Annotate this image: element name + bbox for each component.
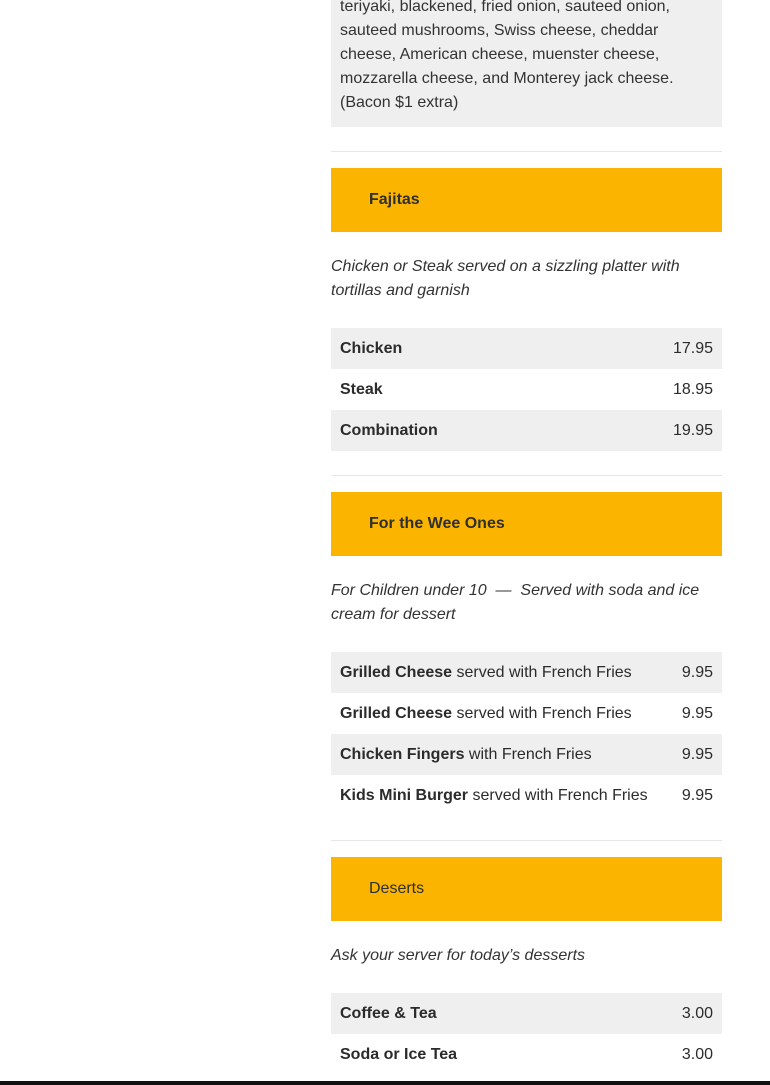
menu-item xyxy=(331,1034,618,1075)
item-price: 3.00 xyxy=(618,993,722,1034)
table-row xyxy=(331,410,722,451)
table-row xyxy=(331,328,722,369)
table-row xyxy=(331,1034,722,1075)
menu-item xyxy=(331,328,591,369)
menu-item xyxy=(331,652,671,693)
bottom-edge-bar xyxy=(0,1081,770,1085)
wee-ones-description: For Children under 10 — Served with soda and ice cream for dessert xyxy=(331,582,700,623)
item-name: Chicken xyxy=(340,339,403,357)
item-name: Grilled Cheese xyxy=(340,704,453,722)
item-extra: with French Fries xyxy=(464,745,592,763)
table-row xyxy=(331,734,722,775)
deserts-section-header xyxy=(331,857,722,921)
menu-item xyxy=(331,369,591,410)
item-extra: served with French Fries xyxy=(452,663,632,681)
menu-column xyxy=(331,0,722,1075)
item-price: 3.00 xyxy=(681,1045,713,1063)
wee-ones-menu-table xyxy=(331,652,722,816)
menu-item xyxy=(331,734,671,775)
item-price: 9.95 xyxy=(671,652,722,693)
item-name: Kids Mini Burger xyxy=(340,786,469,804)
item-name: Coffee & Tea xyxy=(340,1004,437,1022)
item-extra: served with French Fries xyxy=(468,786,648,804)
section-divider xyxy=(331,840,722,841)
item-price: 18.95 xyxy=(672,380,713,398)
item-price: 9.95 xyxy=(681,704,713,722)
menu-item xyxy=(331,775,671,816)
wee-ones-section-header xyxy=(331,492,722,556)
table-row xyxy=(331,369,722,410)
item-name: Grilled Cheese xyxy=(340,663,453,681)
section-divider xyxy=(331,475,722,476)
fajitas-menu-table xyxy=(331,328,722,451)
fajitas-section-header xyxy=(331,168,722,232)
fajitas-title: Fajitas xyxy=(369,191,420,208)
item-name: Steak xyxy=(340,380,383,398)
wee-ones-title: For the Wee Ones xyxy=(369,515,505,532)
item-name: Chicken Fingers xyxy=(340,745,465,763)
item-price: 19.95 xyxy=(591,410,722,451)
menu-item xyxy=(331,693,671,734)
burger-options-box xyxy=(331,0,722,127)
item-name: Soda or Ice Tea xyxy=(340,1045,458,1063)
table-row xyxy=(331,775,722,816)
menu-item xyxy=(331,993,618,1034)
item-price: 9.95 xyxy=(681,786,713,804)
table-row xyxy=(331,693,722,734)
fajitas-description: Chicken or Steak served on a sizzling platter with tortillas and garnish xyxy=(331,258,680,299)
table-row xyxy=(331,993,722,1034)
item-extra: served with French Fries xyxy=(452,704,632,722)
item-price: 9.95 xyxy=(671,734,722,775)
section-divider xyxy=(331,151,722,152)
deserts-description: Ask your server for today’s desserts xyxy=(331,947,586,964)
deserts-title: Deserts xyxy=(369,880,425,897)
item-price: 17.95 xyxy=(591,328,722,369)
burger-options-text: teriyaki, blackened, fried onion, sauteed onion, sauteed mushrooms, Swiss cheese, cheddar cheese, American cheese, muenster cheese, mozzarella cheese, and Monterey jack cheese. (Bacon $1 extra) xyxy=(340,0,683,111)
item-name: Combination xyxy=(340,421,438,439)
menu-item xyxy=(331,410,591,451)
deserts-menu-table xyxy=(331,993,722,1075)
table-row xyxy=(331,652,722,693)
